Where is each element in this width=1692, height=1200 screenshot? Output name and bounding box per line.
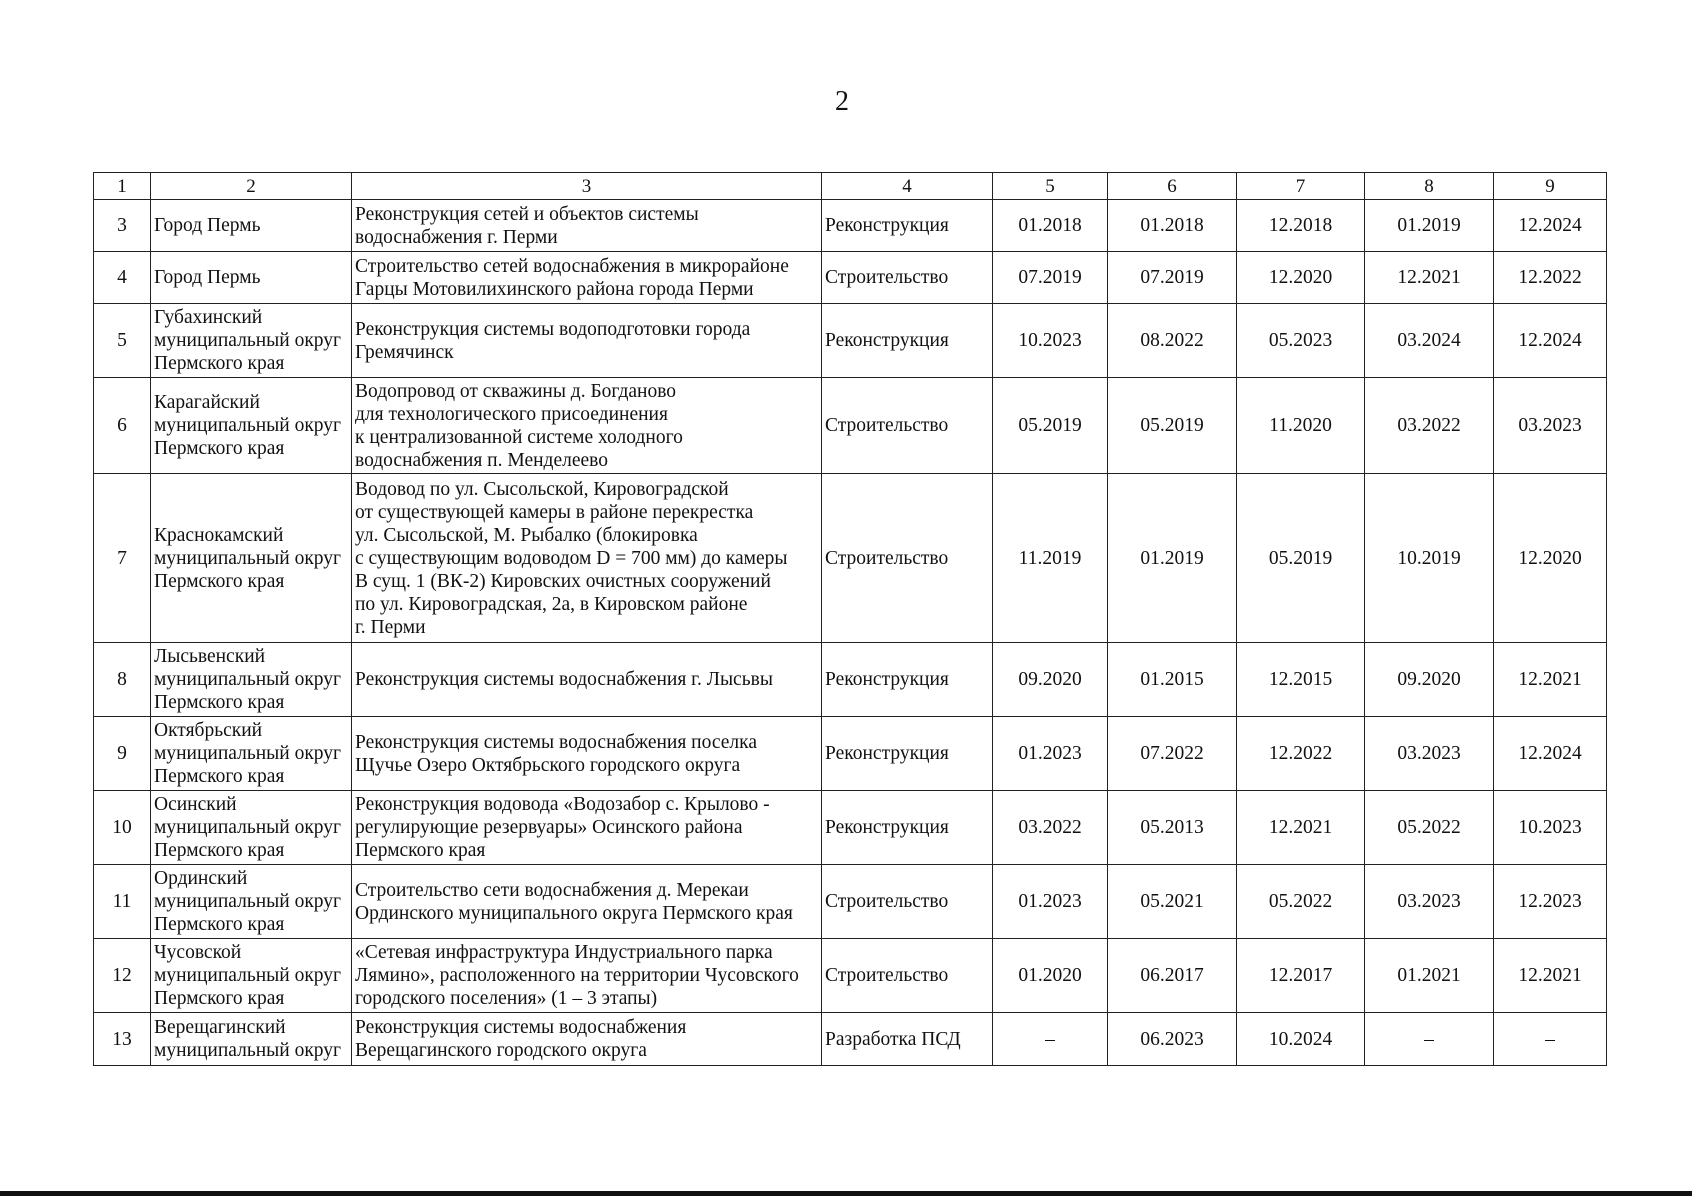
table-row (94, 643, 1607, 717)
object-name-cell: Реконструкция системы водоснабжения поселка Щучье Озеро Октябрьского городского округа (352, 717, 822, 791)
date-cell-col8: – (1365, 1013, 1494, 1066)
date-cell-col9: 12.2024 (1494, 200, 1607, 252)
column-header: 5 (993, 173, 1108, 200)
object-name-cell: Строительство сети водоснабжения д. Мерекаи Ординского муниципального округа Пермского края (352, 865, 822, 939)
date-cell-col5: – (993, 1013, 1108, 1066)
date-cell-col5: 09.2020 (993, 643, 1108, 717)
date-cell-col7: 05.2022 (1237, 865, 1365, 939)
date-cell-col9: 12.2021 (1494, 643, 1607, 717)
column-header: 7 (1237, 173, 1365, 200)
date-cell-col6: 08.2022 (1108, 304, 1237, 378)
table-row (94, 939, 1607, 1013)
date-cell-col6: 01.2019 (1108, 474, 1237, 643)
date-cell-col9: 12.2024 (1494, 717, 1607, 791)
row-number-cell: 8 (94, 643, 151, 717)
date-cell-col6: 06.2017 (1108, 939, 1237, 1013)
date-cell-col9: 12.2021 (1494, 939, 1607, 1013)
date-cell-col8: 12.2021 (1365, 252, 1494, 304)
row-number-cell: 10 (94, 791, 151, 865)
date-cell-col6: 01.2015 (1108, 643, 1237, 717)
date-cell-col7: 12.2015 (1237, 643, 1365, 717)
column-header: 9 (1494, 173, 1607, 200)
work-type-cell: Разработка ПСД (822, 1013, 993, 1066)
column-header: 3 (352, 173, 822, 200)
object-name-cell: Реконструкция системы водоснабжения Верещагинского городского округа (352, 1013, 822, 1066)
date-cell-col9: 12.2024 (1494, 304, 1607, 378)
table-row (94, 252, 1607, 304)
date-cell-col9: 12.2022 (1494, 252, 1607, 304)
work-type-cell: Строительство (822, 474, 993, 643)
municipality-cell: Карагайский муниципальный округ Пермского края (151, 378, 352, 474)
date-cell-col7: 05.2019 (1237, 474, 1365, 643)
date-cell-col6: 05.2013 (1108, 791, 1237, 865)
object-name-cell: Реконструкция системы водоснабжения г. Лысьвы (352, 643, 822, 717)
municipality-cell: Октябрьский муниципальный округ Пермского края (151, 717, 352, 791)
object-name-cell: Строительство сетей водоснабжения в микрорайоне Гарцы Мотовилихинского района города Перми (352, 252, 822, 304)
date-cell-col8: 03.2022 (1365, 378, 1494, 474)
object-name-cell: Водопровод от скважины д. Богданово для технологического присоединения к централизованной системе холодного водоснабжения п. Менделеево (352, 378, 822, 474)
date-cell-col6: 07.2019 (1108, 252, 1237, 304)
work-type-cell: Реконструкция (822, 717, 993, 791)
scan-edge-line (0, 1191, 1692, 1196)
date-cell-col9: – (1494, 1013, 1607, 1066)
table-row (94, 1013, 1607, 1066)
date-cell-col9: 12.2023 (1494, 865, 1607, 939)
date-cell-col5: 03.2022 (993, 791, 1108, 865)
municipality-cell: Губахинский муниципальный округ Пермского края (151, 304, 352, 378)
date-cell-col8: 01.2019 (1365, 200, 1494, 252)
date-cell-col8: 09.2020 (1365, 643, 1494, 717)
date-cell-col5: 07.2019 (993, 252, 1108, 304)
row-number-cell: 7 (94, 474, 151, 643)
table-row (94, 200, 1607, 252)
date-cell-col8: 03.2023 (1365, 865, 1494, 939)
table-row (94, 304, 1607, 378)
date-cell-col8: 05.2022 (1365, 791, 1494, 865)
date-cell-col7: 05.2023 (1237, 304, 1365, 378)
date-cell-col5: 11.2019 (993, 474, 1108, 643)
row-number-cell: 5 (94, 304, 151, 378)
date-cell-col6: 05.2021 (1108, 865, 1237, 939)
municipality-cell: Верещагинский муниципальный округ (151, 1013, 352, 1066)
municipality-cell: Лысьвенский муниципальный округ Пермского края (151, 643, 352, 717)
row-number-cell: 6 (94, 378, 151, 474)
date-cell-col5: 01.2023 (993, 865, 1108, 939)
municipality-cell: Осинский муниципальный округ Пермского края (151, 791, 352, 865)
object-schedule-table (93, 172, 1607, 1066)
work-type-cell: Реконструкция (822, 200, 993, 252)
date-cell-col9: 03.2023 (1494, 378, 1607, 474)
date-cell-col6: 01.2018 (1108, 200, 1237, 252)
work-type-cell: Реконструкция (822, 643, 993, 717)
column-header: 6 (1108, 173, 1237, 200)
object-name-cell: Реконструкция сетей и объектов системы водоснабжения г. Перми (352, 200, 822, 252)
table-row (94, 474, 1607, 643)
object-name-cell: Реконструкция водовода «Водозабор с. Крылово - регулирующие резервуары» Осинского района Пермского края (352, 791, 822, 865)
date-cell-col7: 12.2018 (1237, 200, 1365, 252)
table-row (94, 378, 1607, 474)
date-cell-col6: 07.2022 (1108, 717, 1237, 791)
date-cell-col6: 06.2023 (1108, 1013, 1237, 1066)
date-cell-col5: 05.2019 (993, 378, 1108, 474)
row-number-cell: 11 (94, 865, 151, 939)
date-cell-col8: 03.2023 (1365, 717, 1494, 791)
page-number: 2 (835, 86, 849, 117)
date-cell-col9: 12.2020 (1494, 474, 1607, 643)
work-type-cell: Реконструкция (822, 791, 993, 865)
municipality-cell: Город Пермь (151, 200, 352, 252)
municipality-cell: Город Пермь (151, 252, 352, 304)
date-cell-col7: 11.2020 (1237, 378, 1365, 474)
object-name-cell: Водовод по ул. Сысольской, Кировоградской от существующей камеры в районе перекрестка ул. Сысольской, М. Рыбалко (блокировка с существующим водоводом D = 700 мм) до камеры В сущ. 1 (ВК-2) Кировских очистных сооружений по ул. Кировоградская, 2а, в Кировском районе г. Перми (352, 474, 822, 643)
table-row (94, 865, 1607, 939)
column-header: 4 (822, 173, 993, 200)
work-type-cell: Строительство (822, 252, 993, 304)
date-cell-col7: 12.2022 (1237, 717, 1365, 791)
date-cell-col7: 12.2021 (1237, 791, 1365, 865)
row-number-cell: 3 (94, 200, 151, 252)
header-row (94, 173, 1607, 200)
table-row (94, 717, 1607, 791)
date-cell-col8: 10.2019 (1365, 474, 1494, 643)
column-header: 1 (94, 173, 151, 200)
work-type-cell: Строительство (822, 939, 993, 1013)
date-cell-col7: 12.2020 (1237, 252, 1365, 304)
date-cell-col5: 01.2020 (993, 939, 1108, 1013)
date-cell-col5: 01.2023 (993, 717, 1108, 791)
row-number-cell: 12 (94, 939, 151, 1013)
date-cell-col8: 01.2021 (1365, 939, 1494, 1013)
date-cell-col7: 12.2017 (1237, 939, 1365, 1013)
column-header: 2 (151, 173, 352, 200)
work-type-cell: Строительство (822, 378, 993, 474)
row-number-cell: 9 (94, 717, 151, 791)
work-type-cell: Строительство (822, 865, 993, 939)
date-cell-col5: 10.2023 (993, 304, 1108, 378)
municipality-cell: Чусовской муниципальный округ Пермского края (151, 939, 352, 1013)
column-header: 8 (1365, 173, 1494, 200)
row-number-cell: 4 (94, 252, 151, 304)
row-number-cell: 13 (94, 1013, 151, 1066)
municipality-cell: Краснокамский муниципальный округ Пермского края (151, 474, 352, 643)
object-name-cell: «Сетевая инфраструктура Индустриального парка Лямино», расположенного на территории Чусовского городского поселения» (1 – 3 этапы) (352, 939, 822, 1013)
municipality-cell: Ординский муниципальный округ Пермского края (151, 865, 352, 939)
object-name-cell: Реконструкция системы водоподготовки города Гремячинск (352, 304, 822, 378)
date-cell-col8: 03.2024 (1365, 304, 1494, 378)
date-cell-col5: 01.2018 (993, 200, 1108, 252)
date-cell-col9: 10.2023 (1494, 791, 1607, 865)
date-cell-col7: 10.2024 (1237, 1013, 1365, 1066)
table-row (94, 791, 1607, 865)
date-cell-col6: 05.2019 (1108, 378, 1237, 474)
work-type-cell: Реконструкция (822, 304, 993, 378)
